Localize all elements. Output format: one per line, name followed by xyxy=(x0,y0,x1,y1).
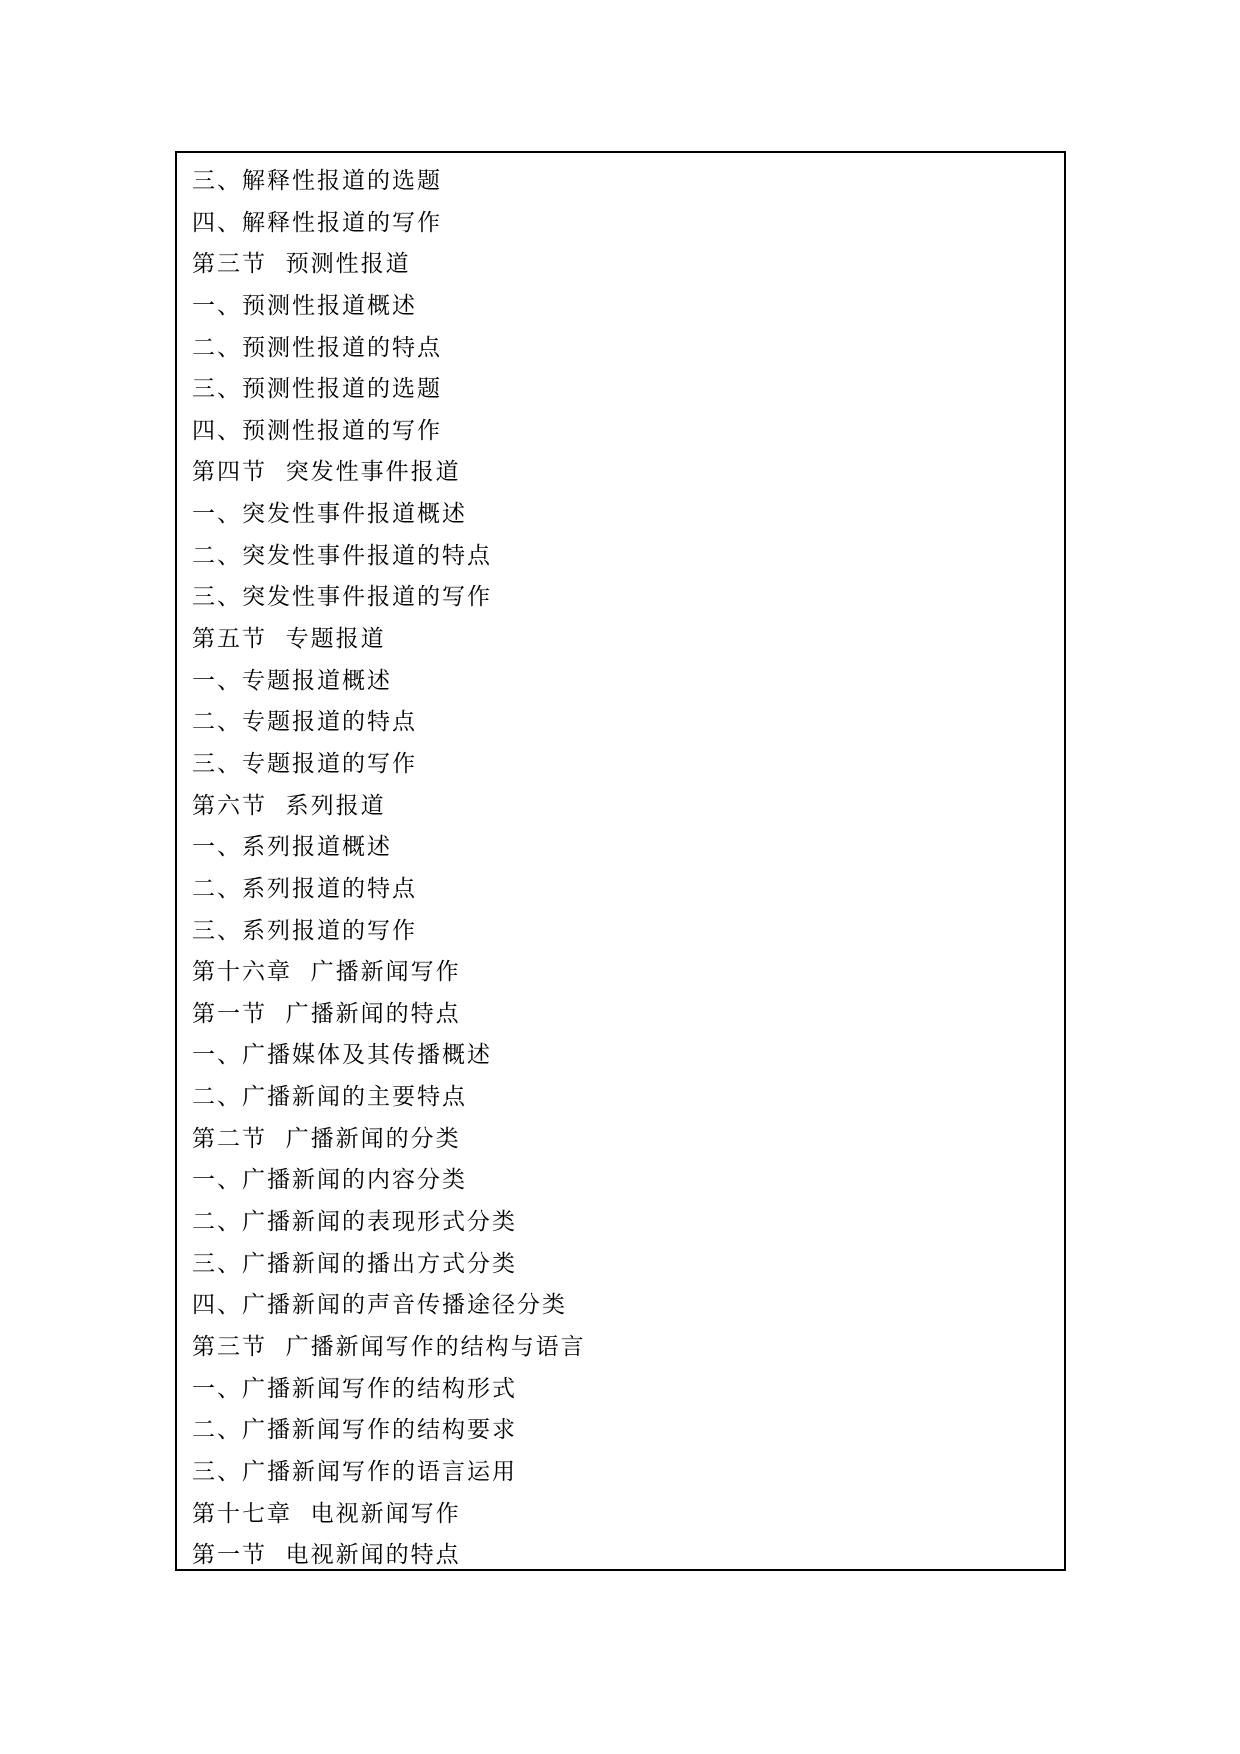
outline-line: 四、解释性报道的写作 xyxy=(192,209,442,236)
outline-line: 二、系列报道的特点 xyxy=(192,875,417,902)
outline-line: 一、系列报道概述 xyxy=(192,834,392,861)
section-heading: 第二节 广播新闻的分类 xyxy=(192,1125,461,1152)
outline-line: 三、解释性报道的选题 xyxy=(192,168,442,194)
section-heading: 第一节 广播新闻的特点 xyxy=(192,1000,461,1027)
section-heading: 第五节 专题报道 xyxy=(192,626,386,653)
section-heading: 第三节 预测性报道 xyxy=(192,251,411,278)
outline-table-cell xyxy=(175,151,1066,1571)
outline-line: 二、预测性报道的特点 xyxy=(192,334,442,361)
outline-line: 一、广播新闻写作的结构形式 xyxy=(192,1375,517,1402)
outline-line: 四、预测性报道的写作 xyxy=(192,417,442,444)
outline-line: 二、专题报道的特点 xyxy=(192,709,417,736)
outline-line: 三、专题报道的写作 xyxy=(192,750,417,777)
outline-line: 一、专题报道概述 xyxy=(192,667,392,694)
section-heading: 第三节 广播新闻写作的结构与语言 xyxy=(192,1333,586,1360)
outline-line: 四、广播新闻的声音传播途径分类 xyxy=(192,1292,567,1319)
chapter-heading: 第十七章 电视新闻写作 xyxy=(192,1500,461,1527)
outline-line: 三、广播新闻写作的语言运用 xyxy=(192,1458,517,1485)
outline-line: 二、广播新闻的主要特点 xyxy=(192,1084,467,1111)
outline-list xyxy=(192,161,1054,1577)
section-heading: 第四节 突发性事件报道 xyxy=(192,459,461,486)
outline-line: 一、广播新闻的内容分类 xyxy=(192,1167,467,1194)
outline-line: 一、突发性事件报道概述 xyxy=(192,501,467,528)
outline-line: 三、预测性报道的选题 xyxy=(192,376,442,403)
outline-line: 三、广播新闻的播出方式分类 xyxy=(192,1250,517,1277)
section-heading: 第一节 电视新闻的特点 xyxy=(192,1542,461,1569)
outline-line: 三、突发性事件报道的写作 xyxy=(192,584,492,611)
outline-line: 三、系列报道的写作 xyxy=(192,917,417,944)
outline-line: 二、广播新闻写作的结构要求 xyxy=(192,1417,517,1444)
outline-line: 一、广播媒体及其传播概述 xyxy=(192,1042,492,1069)
outline-line: 一、预测性报道概述 xyxy=(192,292,417,319)
outline-line: 二、广播新闻的表现形式分类 xyxy=(192,1209,517,1236)
chapter-heading: 第十六章 广播新闻写作 xyxy=(192,959,461,986)
section-heading: 第六节 系列报道 xyxy=(192,792,386,819)
outline-line: 二、突发性事件报道的特点 xyxy=(192,542,492,569)
